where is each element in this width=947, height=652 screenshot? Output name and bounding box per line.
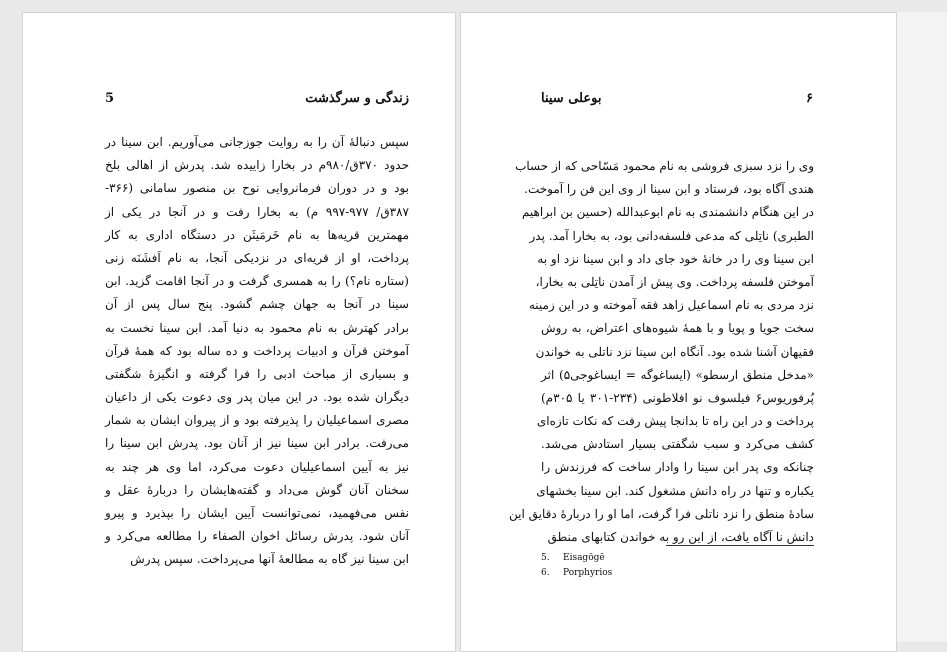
text-line: آموختن فلسفه پرداخت. وی پیش از آمدن ناتِلی به بخارا،	[535, 274, 814, 289]
text-line: پُرفوریوس۶ فیلسوف نو افلاطونی (۲۳۴-۳۰۱ یا ۳۰۵م)	[541, 390, 814, 405]
text-line: مهمترین قریه‌ها به نام خَرمَیثَن در دستگاه اداری به کار	[105, 227, 409, 242]
running-title: زندگی و سرگذشت	[305, 91, 409, 106]
text-line: سخنان آنان گوش می‌داد و گفته‌هایشان را دربارهٔ عقل و	[105, 482, 409, 497]
text-line: سپس دنبالهٔ آن را به روایت جوزجانی می‌آوریم. ابن سینا در	[105, 135, 409, 149]
page-number: 5	[105, 91, 115, 106]
text-line: یکباره و تنها در راه دانش مشغول کند. ابن سینا بخشهای	[536, 483, 814, 498]
footnote-number: 5.	[541, 553, 550, 563]
text-line: هندی آگاه بود، فرستاد و ابن سینا از وی این فن را آموخت.	[524, 182, 814, 197]
page-number: ۶	[806, 91, 813, 106]
text-line: و بسیاری از مباحث ادبی را فرا گرفته و انگیزهٔ شگفتی	[105, 366, 409, 381]
text-line: آموختن قرآن و ادبیات پرداخت و ده ساله بود که همهٔ قرآن	[105, 343, 409, 358]
footnote	[541, 553, 605, 563]
text-line: (ستاره نام؟) را به همسری گرفت و در آنجا اقامت گزید. ابن	[105, 274, 409, 289]
text-line: بود و در دوران فرمانروایی نوح بن منصور سامانی (۳۶۶-	[105, 181, 409, 196]
text-line: نیز به آیین اسماعیلیان دعوت می‌کرد، اما وی هر چند به	[105, 459, 409, 474]
text-line: نفس می‌فهمید، نمی‌توانست آیین ایشان را بپذیرد و پیرو	[105, 506, 409, 520]
viewer-margin	[897, 12, 947, 642]
text-line: سخت جویا و پویا و با همهٔ شیوه‌های اعتراض، به روش	[541, 321, 814, 336]
right-page	[460, 12, 897, 652]
text-line: دیگران شده بود. در این میان پدر وی دعوت یکی از داعیان	[105, 390, 409, 405]
footnote-number: 6.	[541, 568, 550, 578]
text-line: ابن سینا وی را در خانهٔ خود جای داد و ابن سینا نزد او به	[537, 251, 814, 266]
text-line: برادر کهترش به نام محمود به دنیا آمد. ابن سینا نخست به	[105, 320, 409, 335]
text-line: در این هنگام دانشمندی به نام ابوعبدالله (حسین بن ابراهیم	[521, 205, 814, 220]
text-line: الطبری) ناتِلی که مدعی فلسفه‌دانی بود، به بخارا آمد. پدر	[529, 228, 814, 243]
footnote	[541, 568, 612, 578]
page-body-text	[105, 131, 409, 572]
text-line: مصری اسماعیلیان را پذیرفته بود و از پیروان ایشان به شمار	[105, 413, 409, 428]
text-line: ابن سینا نیز گاه به مطالعهٔ آنها می‌پرداخت. سپس پدرش	[130, 552, 409, 567]
text-line: حدود ۳۷۰ق/۹۸۰م در بخارا زاییده شد. پدرش از اهالی بلخ	[105, 158, 409, 173]
text-line: پرداخت و در این راه تا بدانجا پیش رفت که نکات تازه‌ای	[536, 414, 814, 429]
text-line: فقیهان آشنا شده بود. آنگاه ابن سینا نزد ناتلی به خواندن	[535, 344, 814, 359]
text-line: می‌رفت. برادر ابن سینا نیز از آنان بود. پدرش ابن سینا را	[105, 436, 409, 451]
text-line: آنان شود. پدرش رسائل اخوان الصفاء را مطالعه می‌کرد و	[105, 529, 409, 544]
text-line: سادهٔ منطق را نزد ناتلی فرا گرفت، اما او را دربارهٔ دقایق این	[509, 506, 814, 521]
text-line: دانش نا آگاه یافت، از این رو به خواندن کتابهای منطق	[547, 530, 814, 544]
text-line: «مدخل منطق ارسطو» (ایساغوگه = ایساغوجی۵) اثر	[541, 367, 815, 382]
running-title: بوعلی سینا	[541, 91, 602, 106]
footnote-text: Porphyrios	[563, 568, 613, 578]
text-line: سینا در آنجا به جهان چشم گشود. پنج سال پس از آن	[105, 297, 409, 312]
footnote-separator	[666, 545, 814, 546]
footnote-text: Eisagōgē	[563, 553, 605, 563]
left-page	[22, 12, 456, 652]
text-line: پرداخت، او از قریه‌ای در نزدیکی آنجا، به نام اَفشَنَه زنی	[105, 250, 409, 265]
text-line: چنانکه وی پدر ابن سینا را وادار ساخت که فرزندش را	[541, 460, 814, 475]
page-body-text	[509, 155, 815, 549]
text-line: ۳۸۷ق/ ۹۷۷-۹۹۷ م) به بخارا رفت و در آنجا در یکی از	[105, 204, 409, 219]
text-line: کشف می‌کرد و سبب شگفتی بسیار استادش می‌شد.	[541, 437, 814, 452]
text-line: وی را نزد سبزی فروشی به نام محمود مَسّاحی که از حساب	[515, 159, 814, 173]
text-line: نزد مردی به نام اسماعیل زاهد فقه آموخته و در این زمینه	[528, 298, 814, 313]
